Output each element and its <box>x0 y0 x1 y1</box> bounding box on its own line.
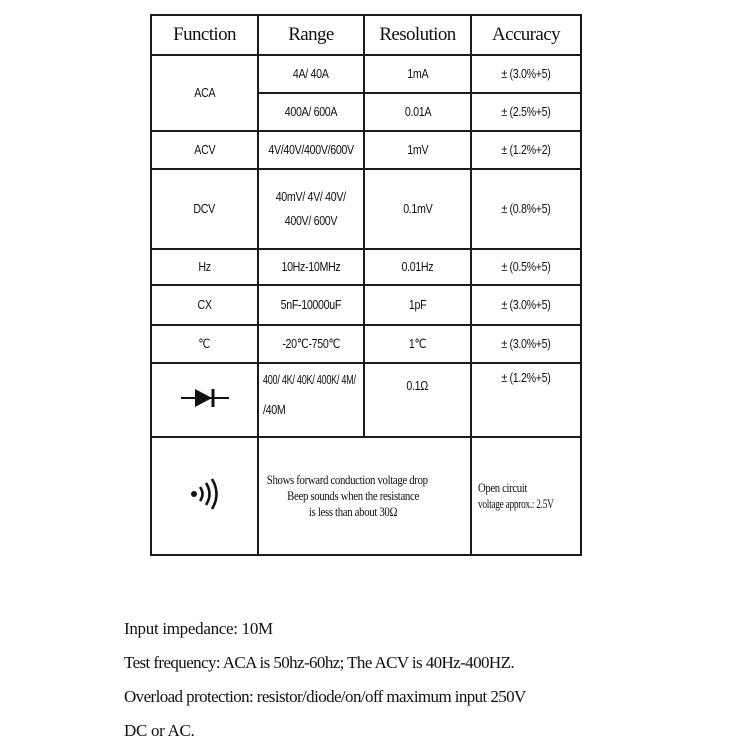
range-value: 10Hz-10MHz <box>281 258 341 274</box>
resolution-cell <box>364 285 471 325</box>
range-cell <box>258 285 364 325</box>
header-accuracy: Accuracy <box>471 15 581 55</box>
accuracy-cell <box>471 285 581 325</box>
accuracy-value: ± (1.2%+5) <box>501 370 551 385</box>
resolution-value: 1℃ <box>408 335 427 351</box>
accuracy-value: ± (3.0%+5) <box>501 296 551 312</box>
accuracy-value: ± (3.0%+5) <box>501 65 551 81</box>
function-continuity <box>151 437 258 555</box>
resolution-value: 0.1mV <box>402 200 433 216</box>
accuracy-cell <box>471 93 581 131</box>
range-value: 400A/ 600A <box>284 103 338 119</box>
range-cell <box>258 325 364 363</box>
spec-table <box>150 14 582 556</box>
accuracy-value: ± (2.5%+5) <box>501 103 551 119</box>
note-overload-protection: Overload protection: resistor/diode/on/off maximum input 250V <box>124 687 526 706</box>
note-dc-or-ac: DC or AC. <box>124 721 195 740</box>
function-acv <box>151 131 258 169</box>
table-row <box>151 363 581 437</box>
range-value: 40mV/ 4V/ 40V/ <box>275 188 347 204</box>
open-circuit-line-2: voltage approx.: 2.5V <box>478 496 554 511</box>
resolution-cell <box>364 325 471 363</box>
accuracy-value: ± (3.0%+5) <box>501 335 551 351</box>
accuracy-value: ± (0.5%+5) <box>501 258 551 274</box>
table-row <box>151 55 581 93</box>
header-resolution: Resolution <box>364 15 471 55</box>
resolution-value: 0.01Hz <box>401 258 434 274</box>
function-aca-label: ACA <box>194 84 215 100</box>
function-acv-label: ACV <box>194 141 215 157</box>
range-value: /40M <box>263 402 286 418</box>
header-row <box>151 15 581 55</box>
continuity-line-3: is less than about 30Ω <box>308 504 398 520</box>
continuity-description <box>258 437 471 555</box>
function-dcv <box>151 169 258 249</box>
open-circuit-note <box>471 437 581 555</box>
function-cx-label: CX <box>197 296 212 312</box>
function-temp-label: ℃ <box>198 335 211 351</box>
diode-icon <box>181 387 229 409</box>
resolution-cell <box>364 93 471 131</box>
resolution-cell <box>364 55 471 93</box>
function-aca <box>151 55 258 131</box>
table-row <box>151 249 581 285</box>
resolution-cell <box>364 363 471 437</box>
range-value: 400/ 4K/ 40K/ 400K/ 4M/ <box>263 372 356 387</box>
function-diode <box>151 363 258 437</box>
range-value: -20℃-750℃ <box>282 335 340 351</box>
range-value: 400V/ 600V <box>284 213 338 228</box>
range-cell <box>258 249 364 285</box>
resolution-cell <box>364 131 471 169</box>
table-row <box>151 131 581 169</box>
accuracy-cell <box>471 249 581 285</box>
function-temp <box>151 325 258 363</box>
function-hz-label: Hz <box>198 258 211 274</box>
resolution-value: 1mA <box>407 65 428 81</box>
range-value: 5nF-10000uF <box>280 296 342 312</box>
accuracy-cell <box>471 169 581 249</box>
table-row <box>151 169 581 249</box>
table-row <box>151 437 581 555</box>
range-cell <box>258 363 364 437</box>
notes-block <box>124 612 724 748</box>
function-cx <box>151 285 258 325</box>
accuracy-value: ± (1.2%+2) <box>501 141 551 157</box>
function-hz <box>151 249 258 285</box>
sound-wave-icon <box>187 476 223 512</box>
resolution-value: 1mV <box>407 141 428 157</box>
resolution-cell <box>364 169 471 249</box>
accuracy-cell <box>471 325 581 363</box>
accuracy-cell <box>471 55 581 93</box>
range-cell <box>258 131 364 169</box>
accuracy-value: ± (0.8%+5) <box>501 200 551 216</box>
range-cell <box>258 93 364 131</box>
header-range: Range <box>258 15 364 55</box>
range-value: 4V/40V/400V/600V <box>268 141 354 157</box>
function-dcv-label: DCV <box>193 200 216 216</box>
continuity-line-1: Shows forward conduction voltage drop <box>266 471 428 487</box>
accuracy-cell <box>471 131 581 169</box>
range-value: 4A/ 40A <box>293 65 329 81</box>
table-row <box>151 325 581 363</box>
range-cell <box>258 55 364 93</box>
resolution-value: 0.01A <box>404 103 431 119</box>
range-cell <box>258 169 364 249</box>
open-circuit-line-1: Open circuit <box>478 479 528 495</box>
resolution-cell <box>364 249 471 285</box>
accuracy-cell <box>471 363 581 437</box>
resolution-value: 1pF <box>408 296 427 312</box>
note-test-frequency: Test frequency: ACA is 50hz-60hz; The ACV is 40Hz-400HZ. <box>124 653 514 672</box>
continuity-line-2: Beep sounds when the resistance <box>287 487 419 503</box>
header-function: Function <box>151 15 258 55</box>
note-input-impedance: Input impedance: 10M <box>124 619 273 638</box>
table-row <box>151 285 581 325</box>
resolution-value: 0.1Ω <box>406 378 429 393</box>
